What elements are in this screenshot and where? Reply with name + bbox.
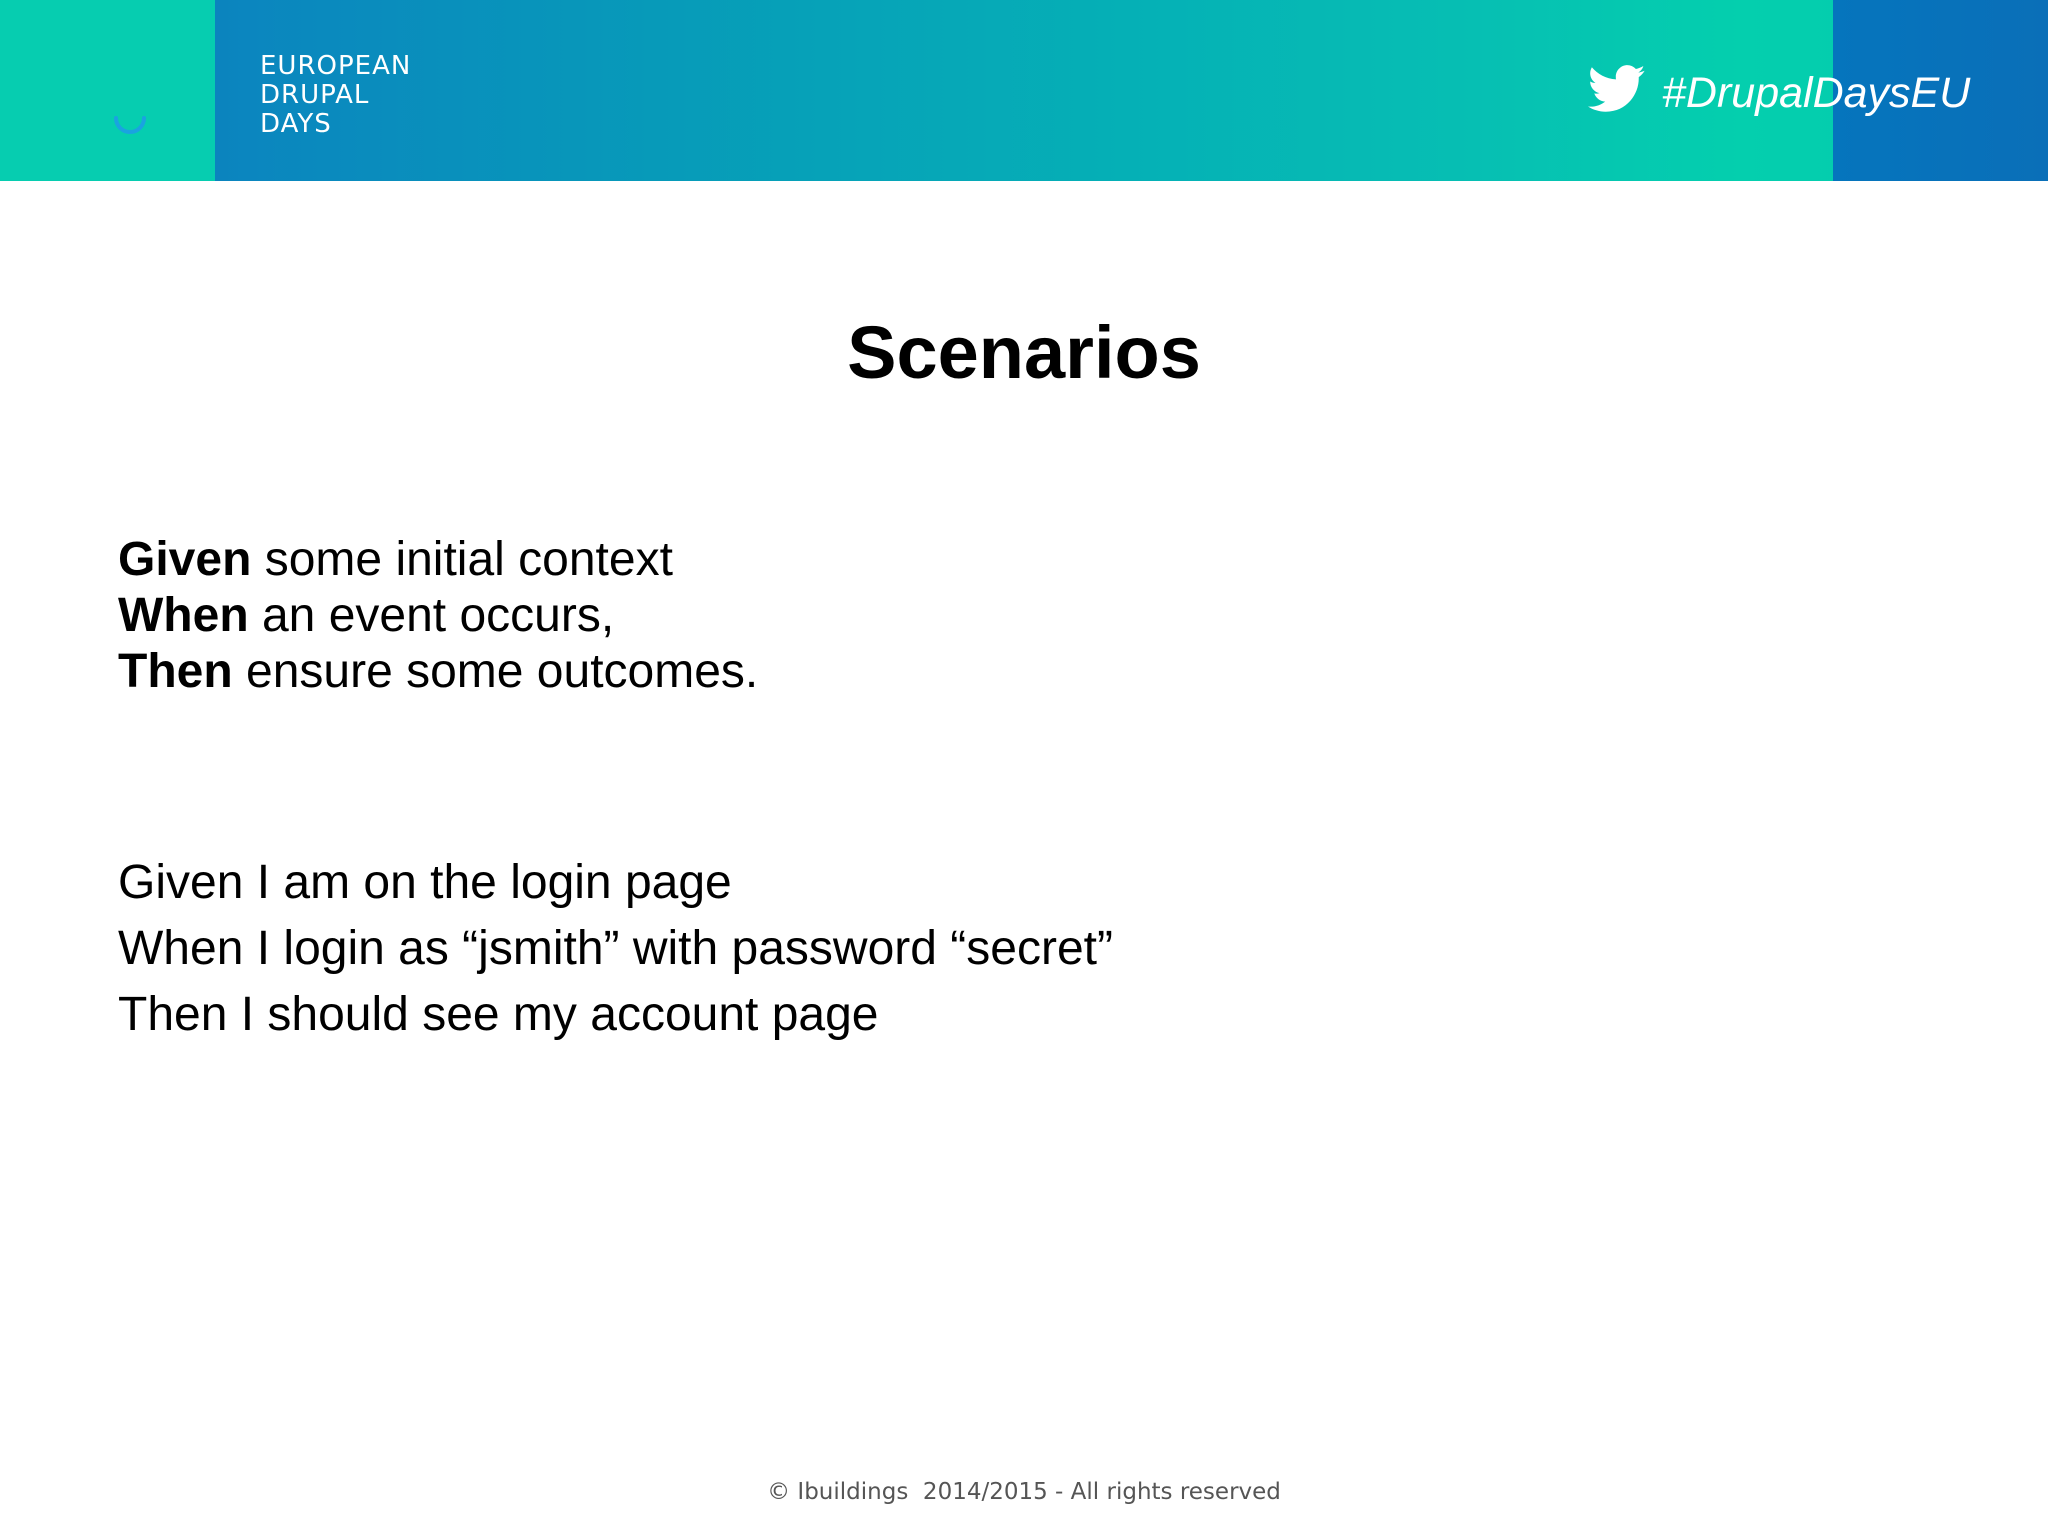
template-text-when: an event occurs, (248, 589, 615, 642)
event-hashtag: #DrupalDaysEU (1662, 69, 1971, 117)
twitter-bird-icon (1588, 62, 1646, 116)
example-line-given: Given I am on the login page (118, 856, 732, 909)
header-banner (0, 0, 2048, 181)
drupal-drop-icon (110, 104, 150, 144)
event-brand (260, 52, 411, 139)
template-line-when (118, 588, 758, 644)
scenario-template (118, 532, 758, 700)
template-line-given (118, 532, 758, 588)
example-line-when: When I login as “jsmith” with password “secret” (118, 922, 1113, 975)
keyword-given: Given (118, 533, 252, 586)
template-text-given: some initial context (251, 533, 673, 586)
header-left-block (0, 0, 215, 181)
keyword-when: When (118, 589, 249, 642)
keyword-then: Then (118, 645, 233, 698)
template-text-then: ensure some outcomes. (232, 645, 759, 698)
brand-line-2: DRUPAL (260, 80, 370, 110)
brand-line-1: EUROPEAN (260, 51, 412, 81)
scenario-example (118, 850, 1113, 1048)
copyright-footer: © Ibuildings 2014/2015 - All rights reserved (767, 1479, 1281, 1505)
brand-line-3: DAYS (260, 109, 332, 139)
slide-title: Scenarios (847, 311, 1201, 394)
example-line-then: Then I should see my account page (118, 988, 879, 1041)
template-line-then (118, 644, 758, 700)
